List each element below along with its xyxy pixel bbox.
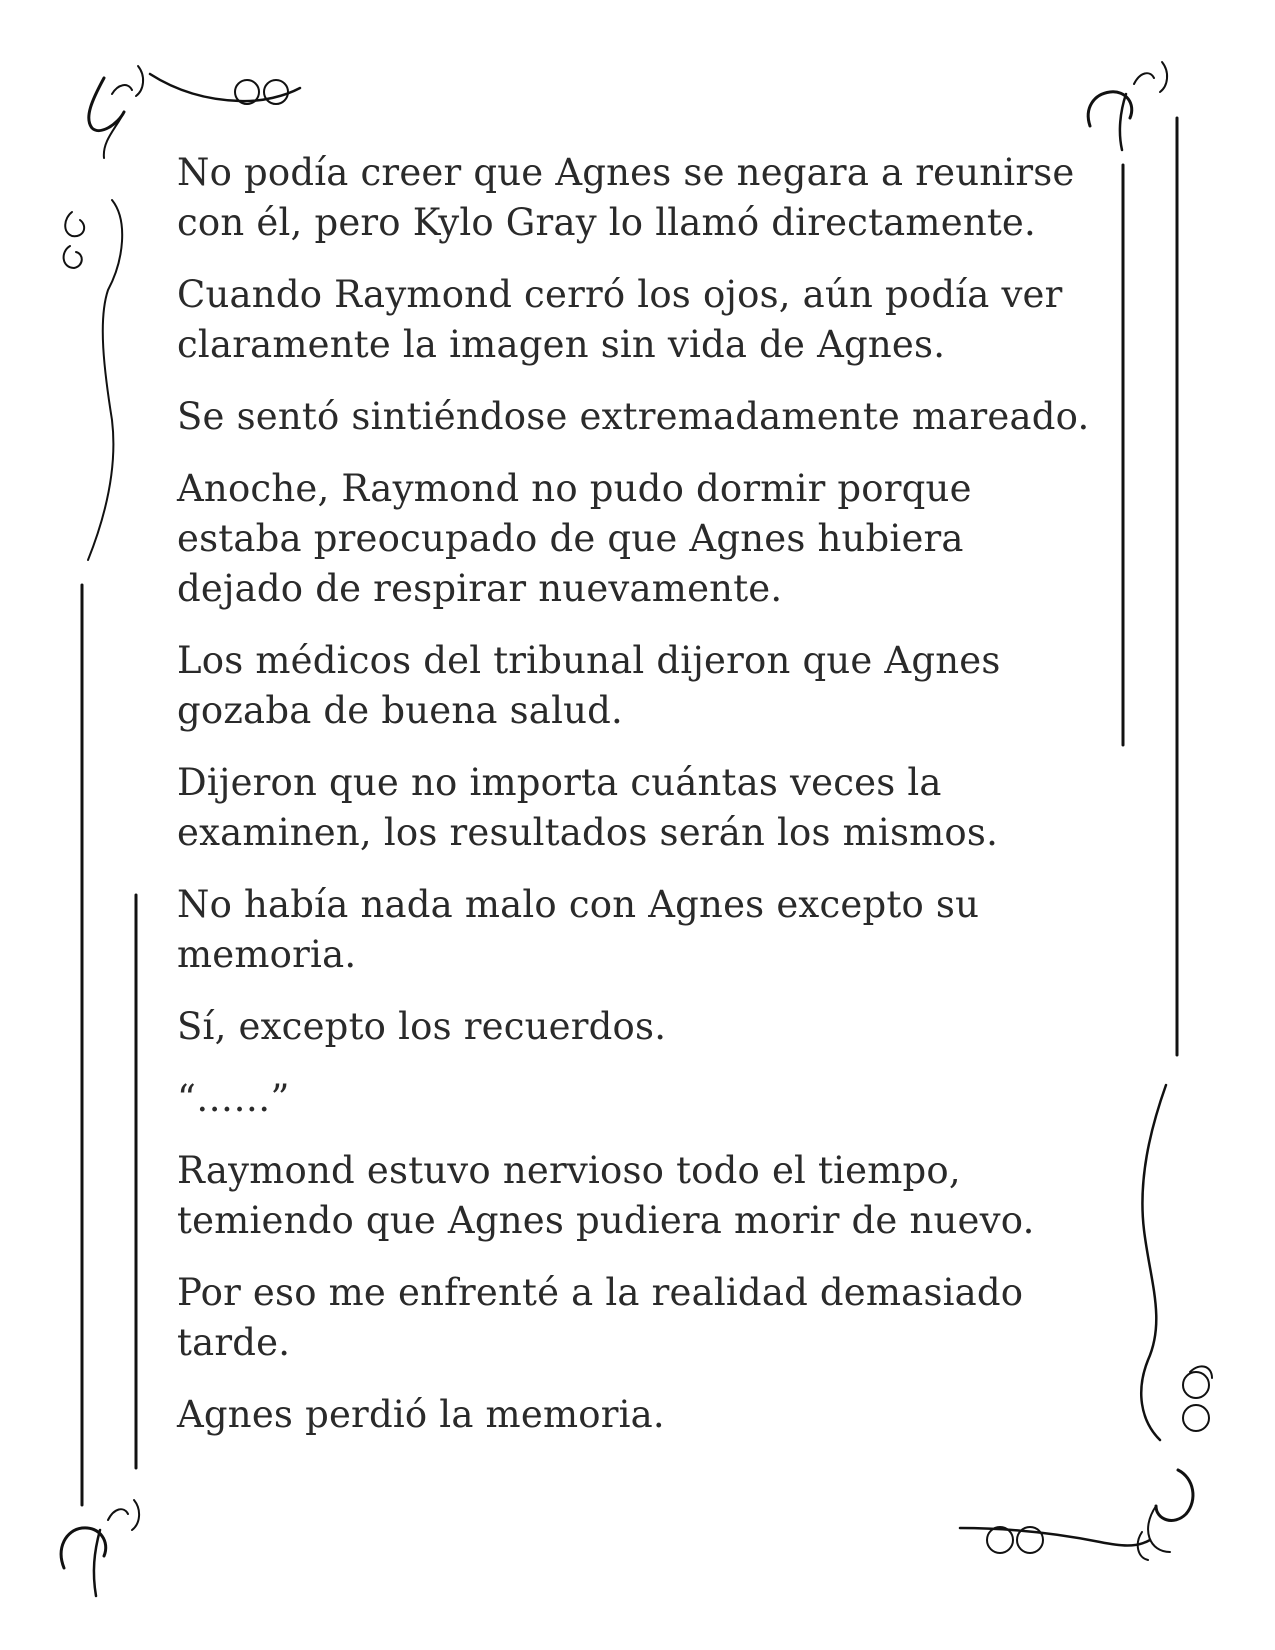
paragraph: “……” [177, 1077, 290, 1120]
paragraph: No había nada malo con Agnes excepto su memoria. [177, 883, 980, 976]
paragraph: Los médicos del tribunal dijeron que Agnes gozaba de buena salud. [177, 639, 1001, 732]
paragraph: Por eso me enfrenté a la realidad demasiado tarde. [177, 1271, 1024, 1364]
story-text [177, 148, 1107, 1462]
paragraph: Se sentó sintiéndose extremadamente mareado. [177, 395, 1090, 438]
paragraph: No podía creer que Agnes se negara a reunirse con él, pero Kylo Gray lo llamó directamente. [177, 151, 1075, 244]
bottom-left-flourish-icon [61, 1500, 139, 1596]
paragraph: Agnes perdió la memoria. [177, 1393, 665, 1436]
paragraph: Anoche, Raymond no pudo dormir porque estaba preocupado de que Agnes hubiera dejado de respirar nuevamente. [177, 467, 972, 610]
paragraph: Cuando Raymond cerró los ojos, aún podía ver claramente la imagen sin vida de Agnes. [177, 273, 1063, 366]
paragraph: Sí, excepto los recuerdos. [177, 1005, 667, 1048]
paragraph: Raymond estuvo nervioso todo el tiempo, temiendo que Agnes pudiera morir de nuevo. [177, 1149, 1035, 1242]
top-right-flourish-icon [1088, 62, 1167, 150]
paragraph: Dijeron que no importa cuántas veces la examinen, los resultados serán los mismos. [177, 761, 999, 854]
